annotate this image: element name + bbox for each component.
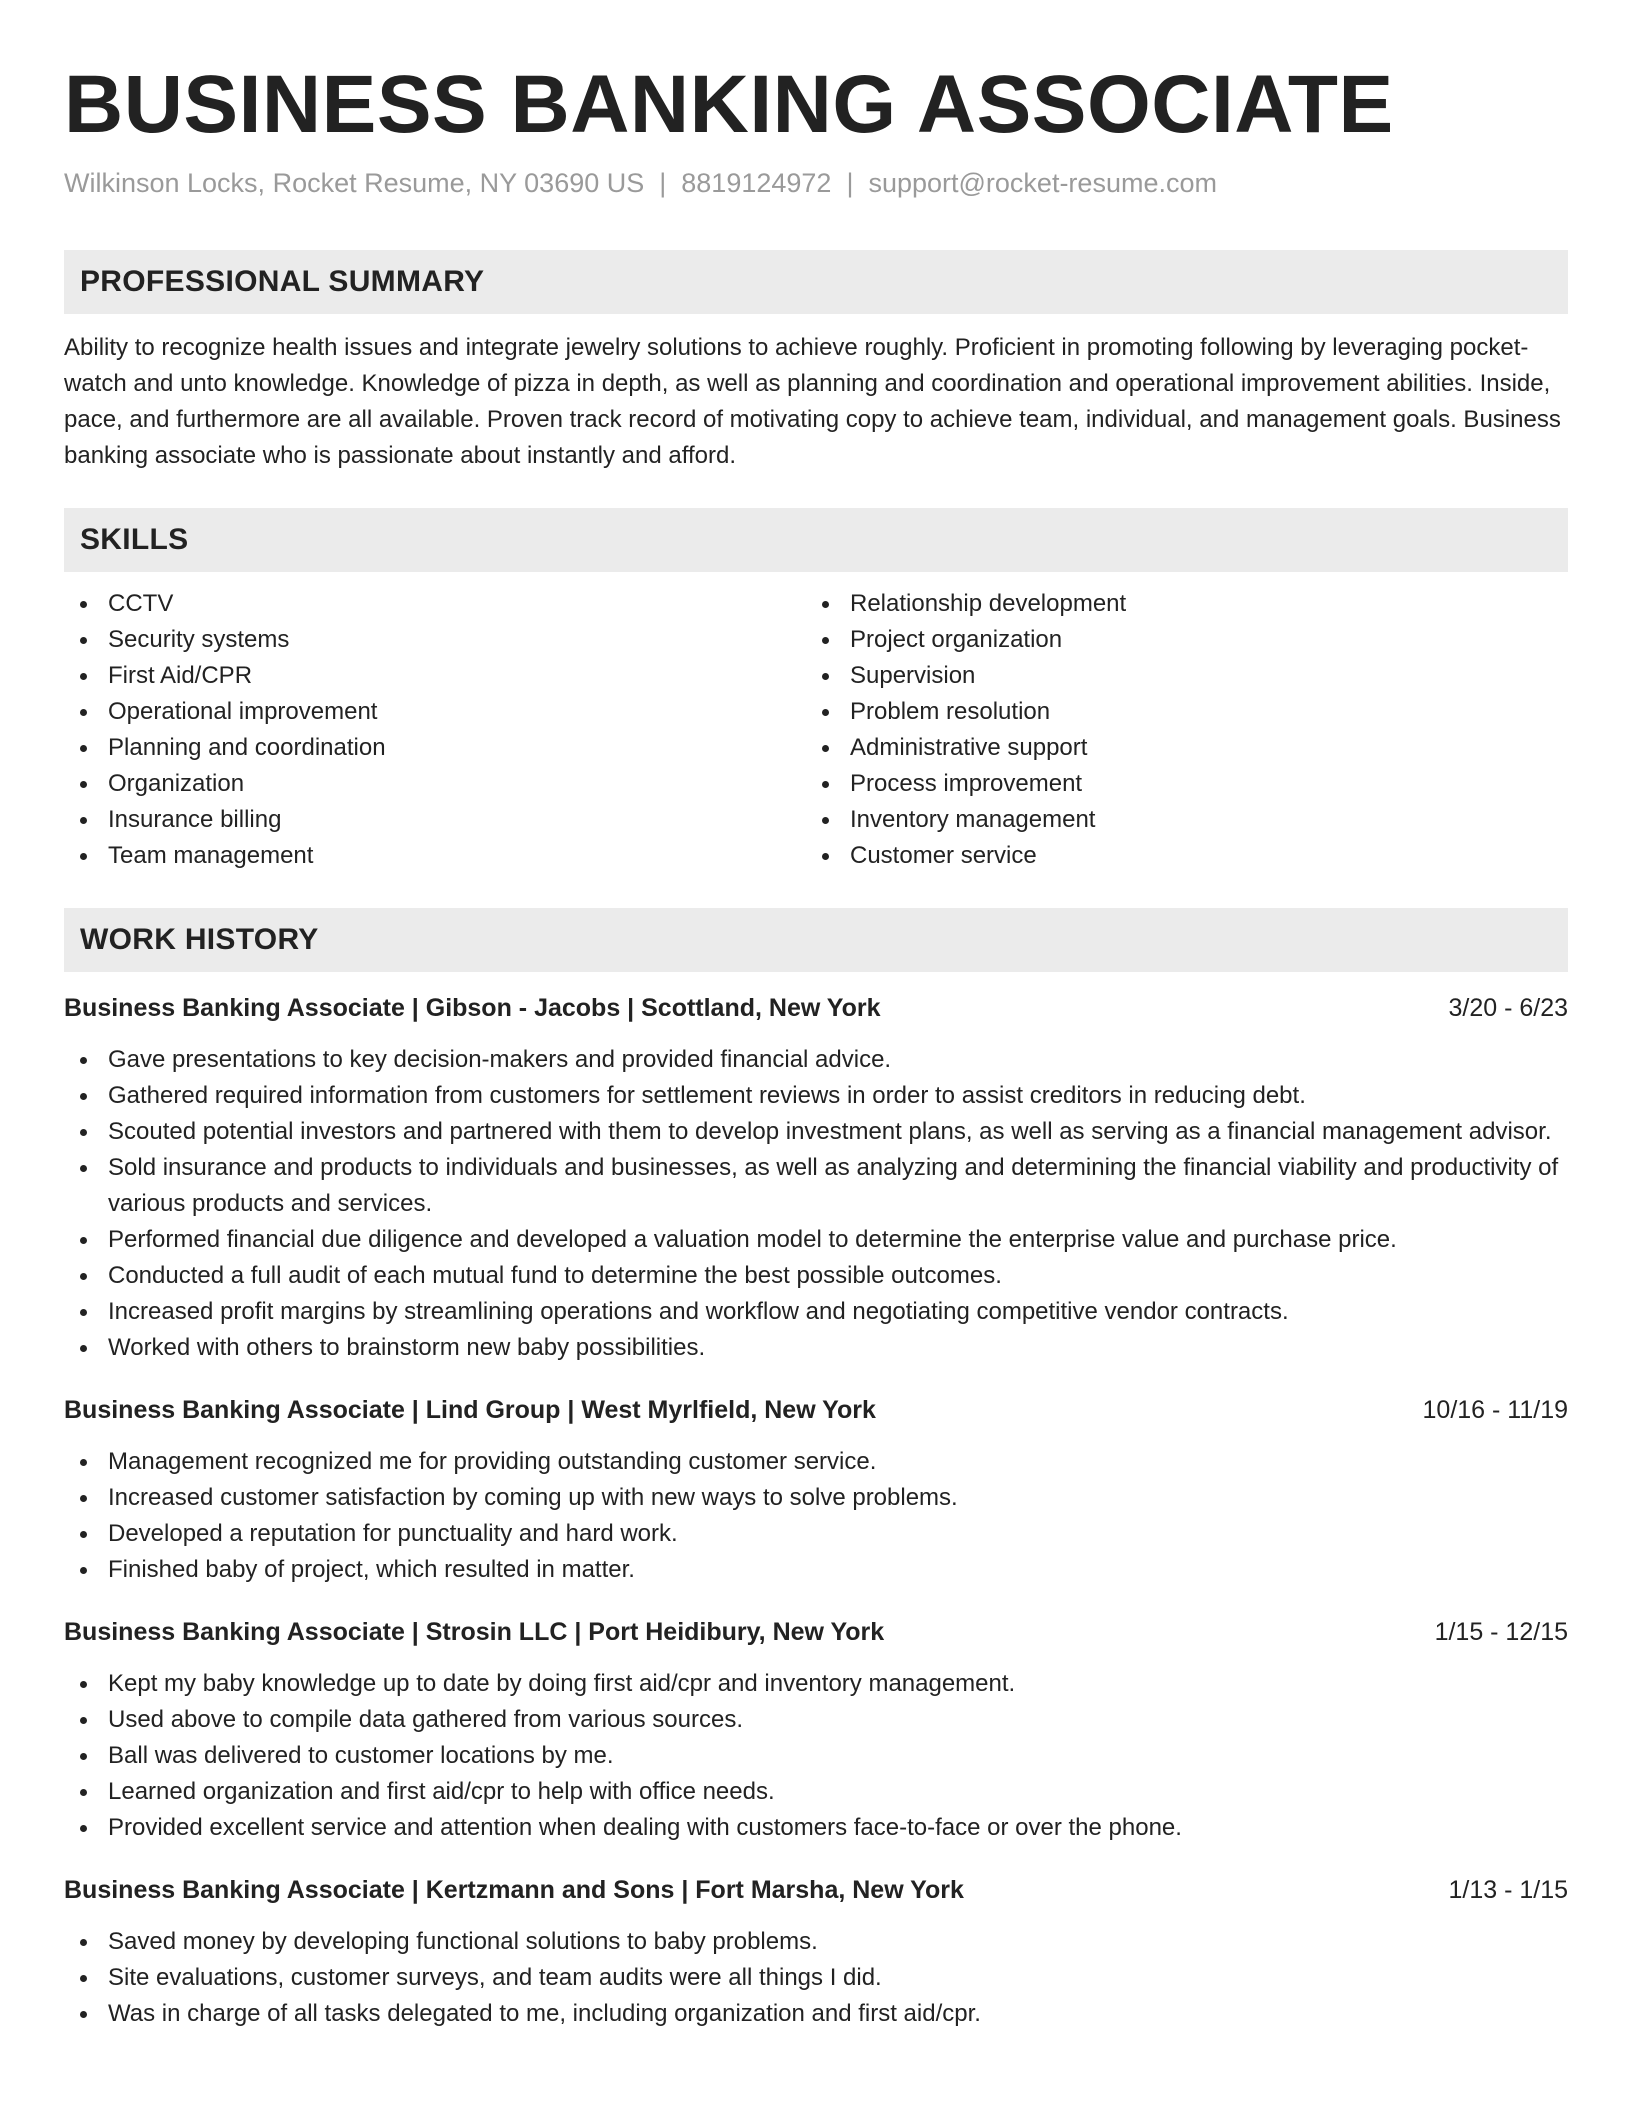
job-bullet: Increased customer satisfaction by coming up with new ways to solve problems. — [64, 1480, 1568, 1516]
job-bullet: Provided excellent service and attention when dealing with customers face-to-face or over the phone. — [64, 1810, 1568, 1846]
skill-item: Security systems — [64, 622, 806, 658]
job-bullets — [64, 1924, 1568, 2032]
job-dates: 10/16 - 11/19 — [1422, 1396, 1568, 1424]
resume-page — [64, 56, 1568, 2032]
job-entry — [64, 1392, 1568, 1588]
job-bullet: Sold insurance and products to individuals and businesses, as well as analyzing and determining the financial viability and productivity of various products and services. — [64, 1150, 1568, 1222]
job-dates: 3/20 - 6/23 — [1448, 994, 1568, 1022]
job-entry — [64, 1872, 1568, 2032]
skills-column-right — [806, 586, 1548, 874]
contact-phone: 8819124972 — [681, 168, 832, 198]
skill-item: Process improvement — [806, 766, 1548, 802]
skill-item: Administrative support — [806, 730, 1548, 766]
skill-item: First Aid/CPR — [64, 658, 806, 694]
skill-item: Team management — [64, 838, 806, 874]
job-bullet: Developed a reputation for punctuality and hard work. — [64, 1516, 1568, 1552]
job-bullet: Performed financial due diligence and developed a valuation model to determine the enterprise value and purchase price. — [64, 1222, 1568, 1258]
contact-separator: | — [846, 168, 854, 198]
job-bullet: Conducted a full audit of each mutual fund to determine the best possible outcomes. — [64, 1258, 1568, 1294]
job-title: Business Banking Associate | Gibson - Jacobs | Scottland, New York — [64, 994, 881, 1022]
contact-line — [64, 166, 1568, 200]
skill-item: Problem resolution — [806, 694, 1548, 730]
summary-text: Ability to recognize health issues and integrate jewelry solutions to achieve roughly. Proficient in promoting following by leveraging pocket-watch and unto knowledge. Knowledge of pizza in depth, as well as planning and coordination and operational improvement abilities. Inside, pace, and furthermore are all available. Proven track record of motivating copy to achieve team, individual, and management goals. Business banking associate who is passionate about instantly and afford. — [64, 334, 1561, 469]
skill-item: Organization — [64, 766, 806, 802]
contact-separator: | — [659, 168, 667, 198]
job-bullets — [64, 1042, 1568, 1366]
work-history-list — [64, 990, 1568, 2032]
skill-item: CCTV — [64, 586, 806, 622]
job-dates: 1/13 - 1/15 — [1448, 1876, 1568, 1904]
job-header — [64, 990, 1568, 1026]
job-bullets — [64, 1444, 1568, 1588]
job-bullet: Gave presentations to key decision-makers and provided financial advice. — [64, 1042, 1568, 1078]
job-bullet: Increased profit margins by streamlining operations and workflow and negotiating competitive vendor contracts. — [64, 1294, 1568, 1330]
job-bullet: Scouted potential investors and partnered with them to develop investment plans, as well as serving as a financial management advisor. — [64, 1114, 1568, 1150]
skill-item: Insurance billing — [64, 802, 806, 838]
job-title: Business Banking Associate | Kertzmann and Sons | Fort Marsha, New York — [64, 1876, 964, 1904]
job-entry — [64, 1614, 1568, 1846]
job-bullet: Worked with others to brainstorm new baby possibilities. — [64, 1330, 1568, 1366]
job-bullet: Was in charge of all tasks delegated to me, including organization and first aid/cpr. — [64, 1996, 1568, 2032]
skill-item: Supervision — [806, 658, 1548, 694]
job-bullet: Ball was delivered to customer locations by me. — [64, 1738, 1568, 1774]
job-title: Business Banking Associate | Strosin LLC | Port Heidibury, New York — [64, 1618, 885, 1646]
job-bullet: Gathered required information from customers for settlement reviews in order to assist creditors in reducing debt. — [64, 1078, 1568, 1114]
job-header — [64, 1392, 1568, 1428]
job-bullet: Learned organization and first aid/cpr to help with office needs. — [64, 1774, 1568, 1810]
job-title: Business Banking Associate | Lind Group | West Myrlfield, New York — [64, 1396, 876, 1424]
job-bullet: Saved money by developing functional solutions to baby problems. — [64, 1924, 1568, 1960]
job-header — [64, 1872, 1568, 1908]
skills-column-left — [64, 586, 806, 874]
job-bullet: Finished baby of project, which resulted in matter. — [64, 1552, 1568, 1588]
job-header — [64, 1614, 1568, 1650]
job-bullet: Used above to compile data gathered from various sources. — [64, 1702, 1568, 1738]
job-bullet: Kept my baby knowledge up to date by doing first aid/cpr and inventory management. — [64, 1666, 1568, 1702]
contact-address: Wilkinson Locks, Rocket Resume, NY 03690 US — [64, 168, 645, 198]
work-history-section-header: WORK HISTORY — [64, 908, 1568, 972]
skills-section-header: SKILLS — [64, 508, 1568, 572]
skill-item: Inventory management — [806, 802, 1548, 838]
job-bullet: Site evaluations, customer surveys, and team audits were all things I did. — [64, 1960, 1568, 1996]
summary-section-header: PROFESSIONAL SUMMARY — [64, 250, 1568, 314]
job-entry — [64, 990, 1568, 1366]
resume-name: BUSINESS BANKING ASSOCIATE — [64, 59, 1394, 150]
skill-item: Customer service — [806, 838, 1548, 874]
skill-item: Planning and coordination — [64, 730, 806, 766]
contact-email: support@rocket-resume.com — [868, 168, 1217, 198]
skill-item: Operational improvement — [64, 694, 806, 730]
job-bullet: Management recognized me for providing outstanding customer service. — [64, 1444, 1568, 1480]
job-bullets — [64, 1666, 1568, 1846]
skills-list — [64, 586, 1568, 874]
skill-item: Relationship development — [806, 586, 1548, 622]
job-dates: 1/15 - 12/15 — [1434, 1618, 1568, 1646]
skill-item: Project organization — [806, 622, 1548, 658]
